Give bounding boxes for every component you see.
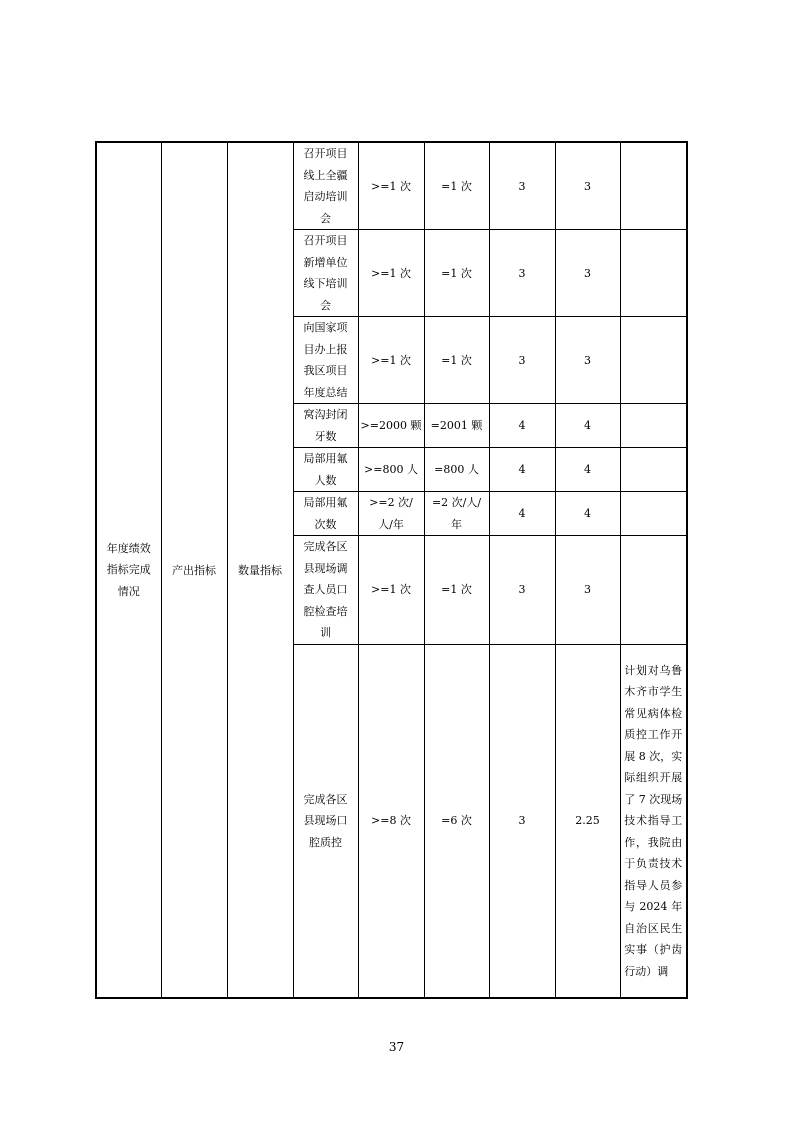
table-row (96, 142, 687, 230)
actual-value: =800 人 (424, 448, 489, 492)
score-value: 3 (489, 142, 555, 230)
score-value: 3 (489, 644, 555, 998)
remark (620, 230, 687, 317)
actual-value: =2001 颗 (424, 404, 489, 448)
remark (620, 404, 687, 448)
score: 4 (555, 404, 620, 448)
performance-table (95, 141, 688, 999)
indicator-name: 局部用氟次数 (293, 492, 358, 536)
score-value: 4 (489, 404, 555, 448)
indicator-name: 完成各区县现场口腔质控 (293, 644, 358, 998)
score: 2.25 (555, 644, 620, 998)
indicator-name: 完成各区县现场调查人员口腔检查培训 (293, 536, 358, 645)
score-value: 3 (489, 536, 555, 645)
score-value: 4 (489, 492, 555, 536)
score: 3 (555, 536, 620, 645)
annual-target: >=1 次 (358, 317, 424, 404)
annual-target: >=2 次/人/年 (358, 492, 424, 536)
score: 4 (555, 492, 620, 536)
score: 3 (555, 142, 620, 230)
score-value: 4 (489, 448, 555, 492)
remark: 计划对乌鲁木齐市学生常见病体检质控工作开展 8 次，实际组织开展了 7 次现场技术指导工作，我院由于负责技术指导人员参与 2024 年自治区民生实事（护齿行动）调 (620, 644, 687, 998)
annual-target: >=800 人 (358, 448, 424, 492)
remark (620, 317, 687, 404)
score-value: 3 (489, 230, 555, 317)
annual-target: >=1 次 (358, 142, 424, 230)
annual-target: >=1 次 (358, 536, 424, 645)
indicator-name: 窝沟封闭牙数 (293, 404, 358, 448)
actual-value: =1 次 (424, 230, 489, 317)
annual-target: >=1 次 (358, 230, 424, 317)
score: 4 (555, 448, 620, 492)
category-level3-cell: 数量指标 (227, 142, 293, 998)
score: 3 (555, 317, 620, 404)
indicator-name: 召开项目新增单位线下培训会 (293, 230, 358, 317)
actual-value: =1 次 (424, 142, 489, 230)
page-number: 37 (388, 1040, 405, 1054)
actual-value: =1 次 (424, 317, 489, 404)
actual-value: =2 次/人/年 (424, 492, 489, 536)
indicator-name: 向国家项目办上报我区项目年度总结 (293, 317, 358, 404)
remark (620, 492, 687, 536)
remark (620, 448, 687, 492)
score-value: 3 (489, 317, 555, 404)
actual-value: =6 次 (424, 644, 489, 998)
score: 3 (555, 230, 620, 317)
actual-value: =1 次 (424, 536, 489, 645)
annual-target: >=8 次 (358, 644, 424, 998)
indicator-name: 召开项目线上全疆启动培训会 (293, 142, 358, 230)
indicator-name: 局部用氟人数 (293, 448, 358, 492)
category-level2-cell: 产出指标 (161, 142, 227, 998)
remark (620, 536, 687, 645)
annual-target: >=2000 颗 (358, 404, 424, 448)
category-level1-cell: 年度绩效指标完成情况 (96, 142, 161, 998)
remark (620, 142, 687, 230)
